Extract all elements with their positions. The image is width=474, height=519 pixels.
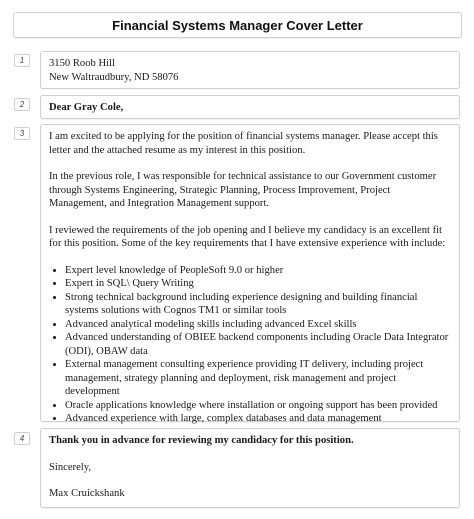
body-paragraph: I reviewed the requirements of the job opening and I believe my candidacy is an excellent fit for this position. Some of the key requirements that I have extensive experience with include: <box>49 224 446 249</box>
body-paragraph: In the previous role, I was responsible for technical assistance to our Government customer through Systems Engineering, Strategic Planning, Process Improvement, Project Management, and Integration Management support. <box>49 171 437 209</box>
signature: Max Cruickshank <box>49 488 125 499</box>
closing-section <box>40 428 460 508</box>
list-item: • Expert level knowledge of PeopleSoft 9.0 or higher <box>65 264 449 278</box>
greeting-section <box>40 95 460 119</box>
closing-line: Thank you in advance for reviewing my candidacy for this position. <box>49 435 354 446</box>
address-section <box>40 51 460 89</box>
list-item: • External management consulting experience providing IT delivery, including project management, strategy planning and deployment, risk management and project development <box>65 358 449 399</box>
requirements-list <box>49 264 449 426</box>
page-title: Financial Systems Manager Cover Letter <box>13 12 462 38</box>
list-item: • Advanced experience with large, complex databases and data management <box>65 412 449 426</box>
body-section <box>40 124 460 422</box>
list-item: • Advanced understanding of OBIEE backend components including Oracle Data Integrator (ODI), OBAW data <box>65 331 449 358</box>
section-number-badge: 2 <box>14 98 30 111</box>
section-number-badge: 4 <box>14 432 30 445</box>
list-item: • Expert in SQL\ Query Writing <box>65 277 449 291</box>
list-item: • Advanced analytical modeling skills including advanced Excel skills <box>65 318 449 332</box>
greeting: Dear Gray Cole, <box>49 102 124 113</box>
list-item: • Strong technical background including experience designing and building financial systems solutions with Cognos TM1 or similar tools <box>65 291 449 318</box>
sign-off: Sincerely, <box>49 461 91 473</box>
body-paragraph: I am excited to be applying for the position of financial systems manager. Please accept this letter and the attached resume as my interest in this position. <box>49 131 438 156</box>
section-number-badge: 3 <box>14 127 30 140</box>
address-line: New Waltraudbury, ND 58076 <box>49 71 179 83</box>
list-item: • Oracle applications knowledge where installation or ongoing support has been provided <box>65 399 449 413</box>
address-line: 3150 Roob Hill <box>49 58 115 69</box>
section-number-badge: 1 <box>14 54 30 67</box>
